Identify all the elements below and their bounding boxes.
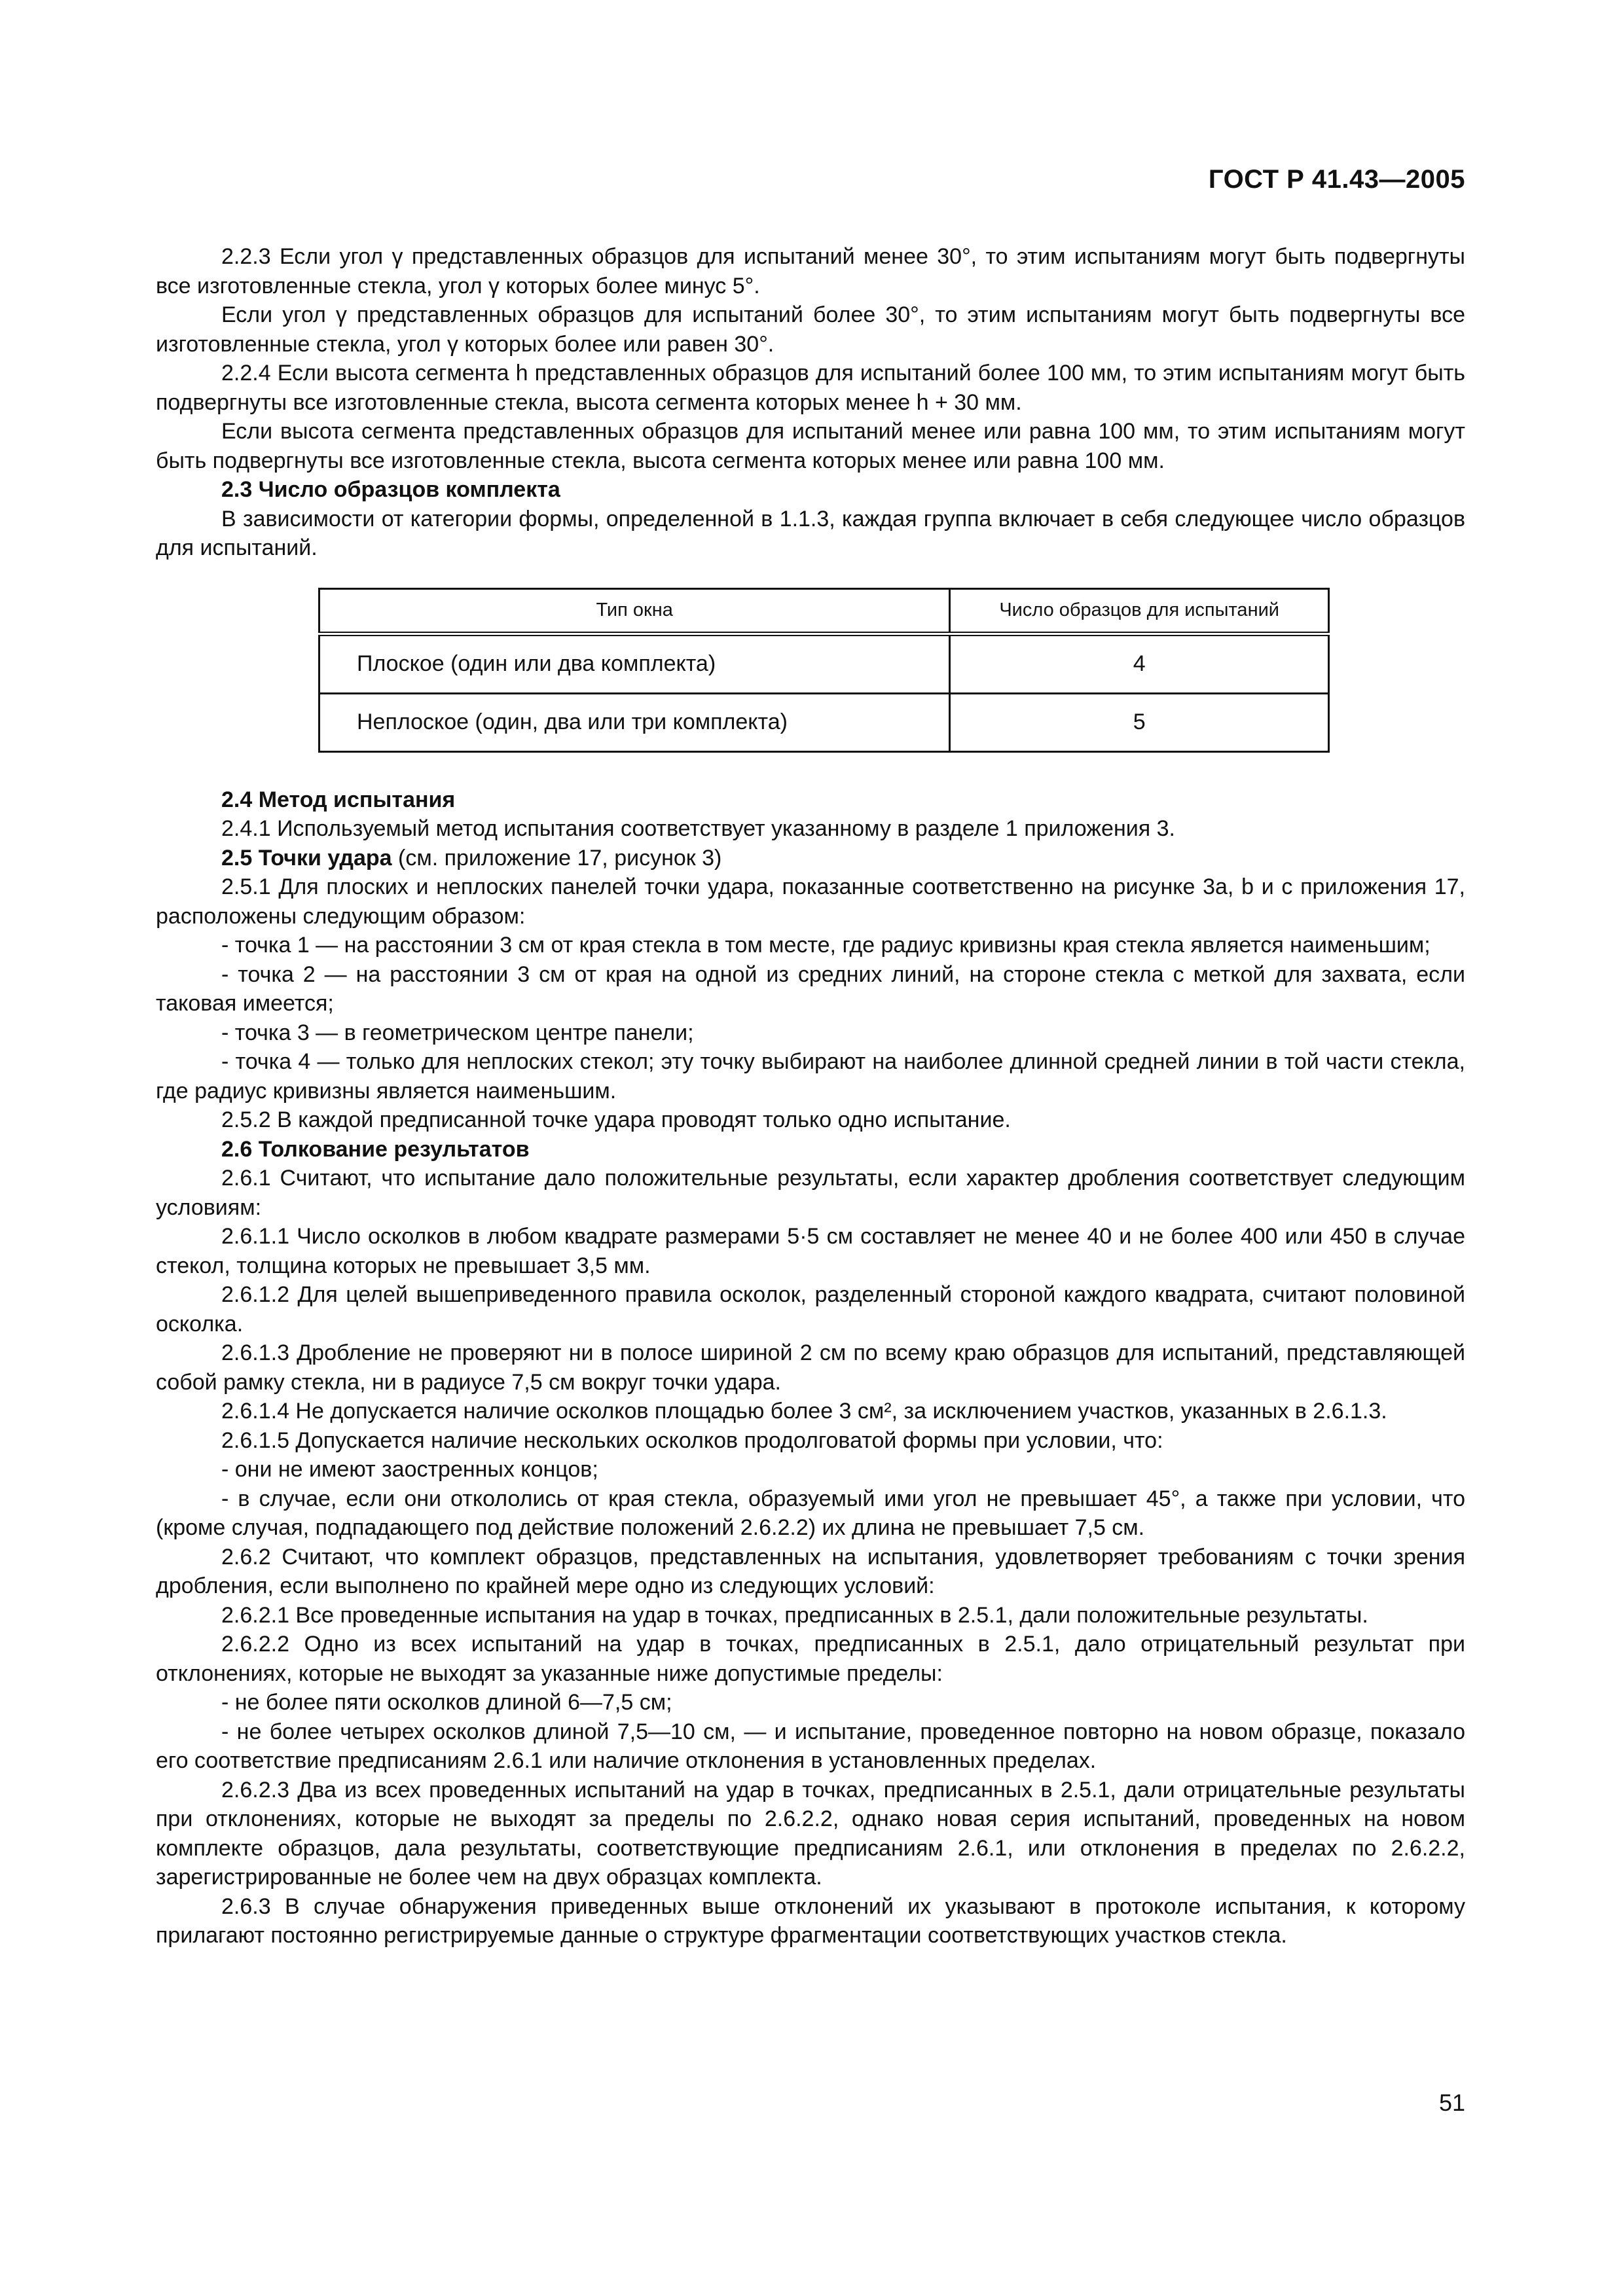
paragraph xyxy=(156,242,1465,300)
paragraph xyxy=(156,417,1465,475)
section-heading xyxy=(156,844,1465,873)
paragraph xyxy=(156,1455,1465,1484)
section-heading-text: 2.6 Толкование результатов xyxy=(221,1136,530,1162)
paragraph xyxy=(156,1018,1465,1048)
paragraph xyxy=(156,1338,1465,1397)
paragraph xyxy=(156,1280,1465,1338)
paragraph xyxy=(156,1892,1465,1950)
section-heading xyxy=(156,785,1465,815)
paragraph-text: 2.2.4 Если высота сегмента h представленных образцов для испытаний более 100 мм, то этим испытаниям могут быть подвергнуты все изготовленные стекла, высота сегмента которых менее h + 30 мм. xyxy=(156,361,1465,415)
table-header-row xyxy=(319,588,1329,634)
paragraph-text: - не более четырех осколков длиной 7,5—10 см, — и испытание, проведенное повторно на новом образце, показало его соответствие предписаниям 2.6.1 или наличие отклонения в установленных пределах. xyxy=(156,1719,1465,1773)
table-cell-window-type: Плоское (один или два комплекта) xyxy=(319,634,950,693)
paragraph-text: - не более пяти осколков длиной 6—7,5 см; xyxy=(221,1690,672,1715)
paragraph xyxy=(156,1717,1465,1776)
section-heading xyxy=(156,1135,1465,1164)
paragraphs-bottom xyxy=(156,785,1465,1950)
paragraph xyxy=(156,872,1465,931)
samples-table xyxy=(318,588,1330,753)
paragraph xyxy=(156,1164,1465,1222)
paragraph-text: - точка 2 — на расстоянии 3 см от края на одной из средних линий, на стороне стекла с меткой для захвата, если таковая имеется; xyxy=(156,961,1465,1016)
table-wrapper xyxy=(156,588,1465,753)
paragraph-text: В зависимости от категории формы, определенной в 1.1.3, каждая группа включает в себя следующее число образцов для испытаний. xyxy=(156,506,1465,560)
paragraph-text: - точка 1 — на расстоянии 3 см от края стекла в том месте, где радиус кривизны края стекла является наименьшим; xyxy=(221,933,1431,958)
paragraph-text: 2.6.2.1 Все проведенные испытания на удар в точках, предписанных в 2.5.1, дали положительные результаты. xyxy=(221,1602,1368,1628)
paragraph xyxy=(156,1426,1465,1456)
paragraph-text: 2.4.1 Используемый метод испытания соответствует указанному в разделе 1 приложения 3. xyxy=(221,816,1175,841)
section-heading-text: 2.4 Метод испытания xyxy=(221,787,456,812)
paragraphs-top xyxy=(156,242,1465,563)
paragraph-text: 2.6.2 Считают, что комплект образцов, представленных на испытания, удовлетворяет требованиям с точки зрения дробления, если выполнено по крайней мере одно из следующих условий: xyxy=(156,1544,1465,1598)
paragraph xyxy=(156,505,1465,563)
paragraph xyxy=(156,960,1465,1018)
paragraph-text: 2.6.1.3 Дробление не проверяют ни в полосе шириной 2 см по всему краю образцов для испытаний, представляющей собой рамку стекла, ни в радиусе 7,5 см вокруг точки удара. xyxy=(156,1340,1465,1395)
table-header-cell: Число образцов для испытаний xyxy=(950,588,1329,634)
page-header-title: ГОСТ Р 41.43—2005 xyxy=(1208,165,1465,194)
table-cell-sample-count: 5 xyxy=(950,693,1329,751)
paragraph-text: 2.6.1.1 Число осколков в любом квадрате размерами 5·5 см составляет не менее 40 и не более 400 или 450 в случае стекол, толщина которых не превышает 3,5 мм. xyxy=(156,1224,1465,1278)
section-heading-text: 2.3 Число образцов комплекта xyxy=(221,477,560,502)
table-cell-window-type: Неплоское (один, два или три комплекта) xyxy=(319,693,950,751)
table-header-cell: Тип окна xyxy=(319,588,950,634)
paragraph-text: 2.6.2.2 Одно из всех испытаний на удар в точках, предписанных в 2.5.1, дало отрицательный результат при отклонениях, которые не выходят за указанные ниже допустимые пределы: xyxy=(156,1632,1465,1686)
document-body xyxy=(156,242,1465,1950)
section-heading-note: (см. приложение 17, рисунок 3) xyxy=(392,845,722,870)
paragraph xyxy=(156,1222,1465,1280)
paragraph xyxy=(156,300,1465,359)
paragraph-text: 2.6.1 Считают, что испытание дало положительные результаты, если характер дробления соответствует следующим условиям: xyxy=(156,1166,1465,1220)
paragraph xyxy=(156,814,1465,844)
paragraph xyxy=(156,1543,1465,1601)
paragraph-text: 2.5.1 Для плоских и неплоских панелей точки удара, показанные соответственно на рисунке 3а, b и с приложения 17, расположены следующим образом: xyxy=(156,874,1465,929)
table-row xyxy=(319,634,1329,693)
paragraph-text: 2.6.1.2 Для целей вышеприведенного правила осколок, разделенный стороной каждого квадрата, считают половиной осколка. xyxy=(156,1282,1465,1336)
paragraph-text: - точка 3 — в геометрическом центре панели; xyxy=(221,1020,694,1045)
paragraph xyxy=(156,1484,1465,1543)
paragraph-text: 2.6.3 В случае обнаружения приведенных выше отклонений их указывают в протоколе испытания, к которому прилагают постоянно регистрируемые данные о структуре фрагментации соответствующих участков стекла. xyxy=(156,1893,1465,1948)
paragraph-text: 2.6.1.4 Не допускается наличие осколков площадью более 3 см², за исключением участков, указанных в 2.6.1.3. xyxy=(221,1399,1387,1424)
paragraph-text: - они не имеют заостренных концов; xyxy=(221,1457,598,1482)
paragraph xyxy=(156,1601,1465,1630)
paragraph-text: 2.6.1.5 Допускается наличие нескольких осколков продолговатой формы при условии, что: xyxy=(221,1427,1163,1453)
paragraph-text: Если высота сегмента представленных образцов для испытаний менее или равна 100 мм, то этим испытаниям могут быть подвергнуты все изготовленные стекла, высота сегмента которых менее или равна 100 мм. xyxy=(156,419,1465,473)
paragraph xyxy=(156,1047,1465,1105)
section-heading xyxy=(156,475,1465,505)
paragraph xyxy=(156,1630,1465,1688)
paragraph xyxy=(156,359,1465,417)
paragraph-text: Если угол γ представленных образцов для испытаний более 30°, то этим испытаниям могут быть подвергнуты все изготовленные стекла, угол γ которых более или равен 30°. xyxy=(156,302,1465,357)
paragraph-text: 2.5.2 В каждой предписанной точке удара проводят только одно испытание. xyxy=(221,1107,1011,1132)
document-page xyxy=(156,0,1465,2296)
table-cell-sample-count: 4 xyxy=(950,634,1329,693)
paragraph xyxy=(156,931,1465,960)
paragraph-text: - точка 4 — только для неплоских стекол; эту точку выбирают на наиболее длинной средней линии в той части стекла, где радиус кривизны является наименьшим. xyxy=(156,1049,1465,1103)
paragraph xyxy=(156,1105,1465,1135)
paragraph-text: - в случае, если они откололись от края стекла, образуемый ими угол не превышает 45°, а также при условии, что (кроме случая, подпадающего под действие положений 2.6.2.2) их длина не превышает 7,5 см. xyxy=(156,1486,1465,1540)
page-number: 51 xyxy=(1438,2089,1465,2116)
paragraph-text: 2.6.2.3 Два из всех проведенных испытаний на удар в точках, предписанных в 2.5.1, дали отрицательные результаты при отклонениях, которые не выходят за пределы по 2.6.2.2, однако новая серия испытаний, проведенных на новом комплекте образцов, дала результаты, соответствующие предписаниям 2.6.1, или отклонения в пределах по 2.6.2.2, зарегистрированные не более чем на двух образцах комплекта. xyxy=(156,1777,1465,1890)
paragraph xyxy=(156,1397,1465,1426)
paragraph xyxy=(156,1688,1465,1717)
paragraph xyxy=(156,1776,1465,1892)
paragraph-text: 2.2.3 Если угол γ представленных образцов для испытаний менее 30°, то этим испытаниям могут быть подвергнуты все изготовленные стекла, угол γ которых более минус 5°. xyxy=(156,244,1465,298)
section-heading-text: 2.5 Точки удара xyxy=(221,845,392,870)
table-row xyxy=(319,693,1329,751)
